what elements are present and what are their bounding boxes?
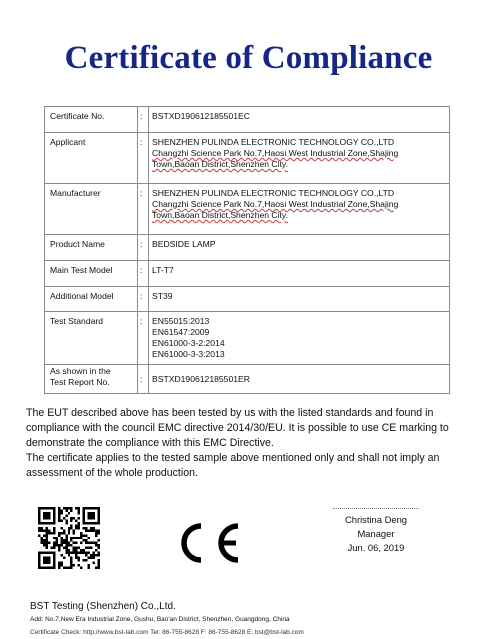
signatory-name: Christina Deng (344, 514, 407, 525)
row-label: Applicant (45, 133, 138, 184)
row-label: Product Name (45, 235, 138, 261)
value-line: Changzhi Science Park No.7,Haosi West Industrial Zone,Shajing (152, 199, 399, 209)
row-certificate-no (45, 107, 450, 133)
row-additional-model (45, 287, 450, 312)
statement-paragraph: The certificate applies to the tested sample above mentioned only and shall not imply an assessment of the whole production. (26, 452, 440, 479)
row-label: Additional Model (45, 287, 138, 312)
value-line: EN61000-3-2:2014 (152, 338, 225, 348)
row-label: Manufacturer (45, 184, 138, 235)
row-separator: : (138, 312, 149, 365)
row-separator: : (138, 107, 149, 133)
row-value (149, 261, 450, 287)
row-manufacturer (45, 184, 450, 235)
row-main-test-model (45, 261, 450, 287)
row-separator: : (138, 261, 149, 287)
row-separator: : (138, 133, 149, 184)
value-line: Changzhi Science Park No.7,Haosi West Industrial Zone,Shajing (152, 148, 399, 158)
company-name: BST Testing (Shenzhen) Co.,Ltd. (30, 601, 176, 612)
company-contact: Certificate Check: http://www.bst-lab.com Tel: 86-755-8628 F: 86-755-8628 E: bst@bst-lab.com (30, 629, 304, 636)
row-separator: : (138, 184, 149, 235)
signatory-position: Manager (357, 528, 395, 539)
value-line: EN55015:2013 (152, 316, 210, 326)
row-test-report-no (45, 365, 450, 394)
signature-block (333, 508, 419, 555)
row-value (149, 133, 450, 184)
value-line: Town,Baoan District,Shenzhen City. (152, 210, 288, 220)
row-label: Certificate No. (45, 107, 138, 133)
row-value (149, 184, 450, 235)
certificate-details-table (44, 106, 450, 394)
value-line: BSTXD190612185501ER (152, 373, 250, 384)
row-value (149, 107, 450, 133)
row-product-name (45, 235, 450, 261)
value-line: BEDSIDE LAMP (152, 239, 216, 249)
statement-paragraph: The EUT described above has been tested by us with the listed standards and found in compliance with the council EMC directive 2014/30/EU. It is possible to use CE marking to demonstrate the compliance with this EMC Directive. (26, 407, 449, 449)
value-line: EN61000-3-3:2013 (152, 349, 225, 359)
row-value (149, 312, 450, 365)
company-address: Add: No.7,New Era Industrial Zone, Gushu, Bao'an District, Shenzhen, Guangdong, China (30, 616, 290, 623)
row-separator: : (138, 235, 149, 261)
value-line: LT-T7 (152, 265, 174, 275)
row-separator: : (138, 365, 149, 394)
row-value (149, 287, 450, 312)
certificate-title: Certificate of Compliance (64, 40, 433, 76)
row-applicant (45, 133, 450, 184)
row-value (149, 235, 450, 261)
label-line: Test Report No. (50, 377, 110, 387)
row-separator: : (138, 287, 149, 312)
row-label (45, 365, 138, 394)
label-line: As shown in the (50, 366, 111, 376)
value-line: Town,Baoan District,Shenzhen City. (152, 159, 288, 169)
value-line: EN61547:2009 (152, 327, 210, 337)
compliance-statement (26, 406, 478, 481)
row-test-standard (45, 312, 450, 365)
row-value (149, 365, 450, 394)
value-line: ST39 (152, 291, 173, 301)
issue-date: Jun. 06, 2019 (347, 542, 405, 553)
value-line: SHENZHEN PULINDA ELECTRONIC TECHNOLOGY CO.,LTD (152, 137, 395, 147)
row-label: Test Standard (45, 312, 138, 365)
ce-mark (170, 518, 242, 568)
qr-code (38, 507, 100, 569)
value-line: BSTXD190612185501EC (152, 111, 250, 121)
row-label: Main Test Model (45, 261, 138, 287)
value-line: SHENZHEN PULINDA ELECTRONIC TECHNOLOGY CO.,LTD (152, 188, 395, 198)
